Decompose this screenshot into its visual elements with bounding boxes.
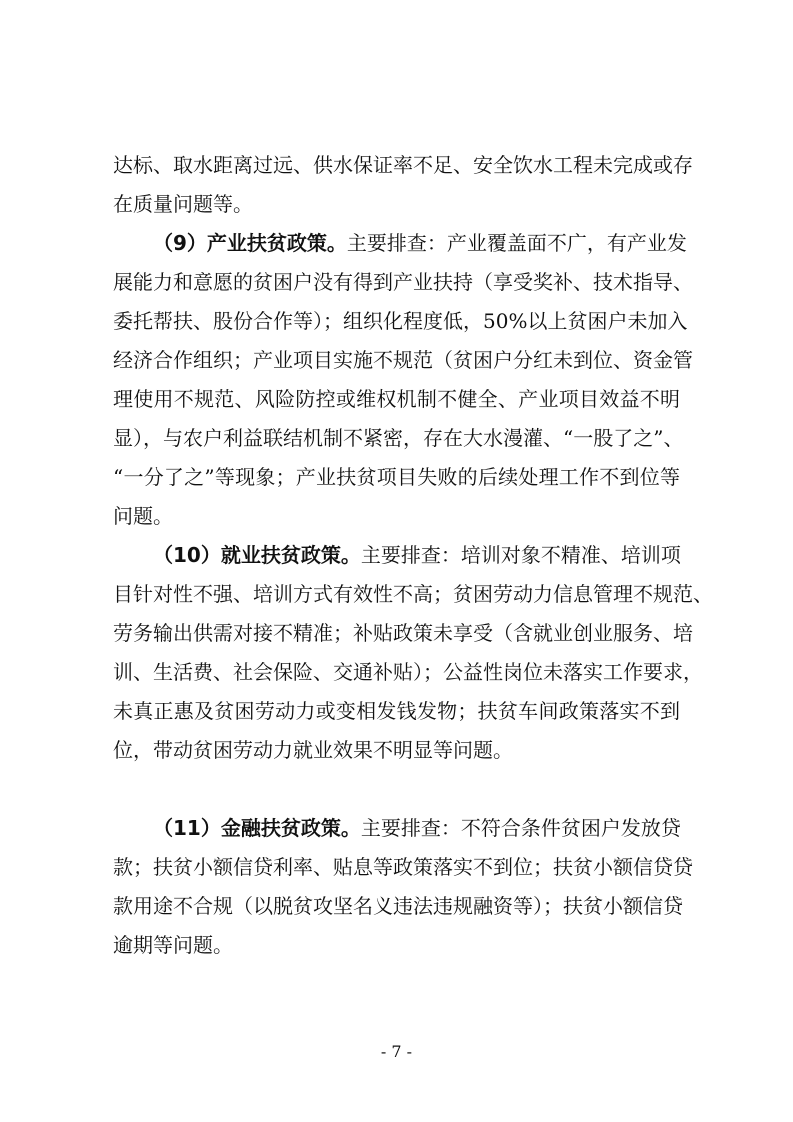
paragraph-line: 达标、取水距离过远、供水保证率不足、安全饮水工程未完成或存 xyxy=(113,153,693,177)
paragraph-line: 经济合作组织；产业项目实施不规范（贫困户分红未到位、资金管 xyxy=(113,348,693,372)
section-11-lead-text: 主要排查：不符合条件贫困户发放贷 xyxy=(360,816,681,840)
paragraph-line: 委托帮扶、股份合作等）；组织化程度低，50%以上贫困户未加入 xyxy=(113,309,688,333)
section-10-lead xyxy=(153,540,680,570)
paragraph-line: 款用途不合规（以脱贫攻坚名义违法违规融资等）；扶贫小额信贷 xyxy=(113,894,683,918)
section-9-lead xyxy=(153,228,687,258)
section-10-heading: （10）就业扶贫政策。 xyxy=(153,543,361,567)
page-number: - 7 - xyxy=(380,1042,413,1061)
section-10-lead-text: 主要排查：培训对象不精准、培训项 xyxy=(360,543,681,567)
paragraph-line: 问题。 xyxy=(113,504,173,528)
paragraph-line: 在质量问题等。 xyxy=(113,192,253,216)
section-11-lead xyxy=(153,813,680,843)
paragraph-line: 训、生活费、社会保险、交通补贴）；公益性岗位未落实工作要求， xyxy=(113,660,703,684)
paragraph-line: 理使用不规范、风险防控或维权机制不健全、产业项目效益不明 xyxy=(113,387,680,411)
paragraph-line: 逾期等问题。 xyxy=(113,933,233,957)
paragraph-line: 未真正惠及贫困劳动力或变相发钱发物；扶贫车间政策落实不到 xyxy=(113,699,680,723)
section-9-lead-text: 主要排查：产业覆盖面不广，有产业发 xyxy=(346,231,687,255)
paragraph-line: 款；扶贫小额信贷利率、贴息等政策落实不到位；扶贫小额信贷贷 xyxy=(113,855,693,879)
paragraph-line: 劳务输出供需对接不精准；补贴政策未享受（含就业创业服务、培 xyxy=(113,621,693,645)
section-9-heading: （9）产业扶贫政策。 xyxy=(153,231,347,255)
paragraph-line: 显），与农户利益联结机制不紧密，存在大水漫灌、“一股了之”、 xyxy=(113,426,684,450)
paragraph-line: “一分了之”等现象；产业扶贫项目失败的后续处理工作不到位等 xyxy=(113,465,680,489)
paragraph-line: 位，带动贫困劳动力就业效果不明显等问题。 xyxy=(113,738,513,762)
paragraph-line: 目针对性不强、培训方式有效性不高；贫困劳动力信息管理不规范、 xyxy=(113,582,713,606)
section-11-heading: （11）金融扶贫政策。 xyxy=(153,816,361,840)
paragraph-line: 展能力和意愿的贫困户没有得到产业扶持（享受奖补、技术指导、 xyxy=(113,270,693,294)
